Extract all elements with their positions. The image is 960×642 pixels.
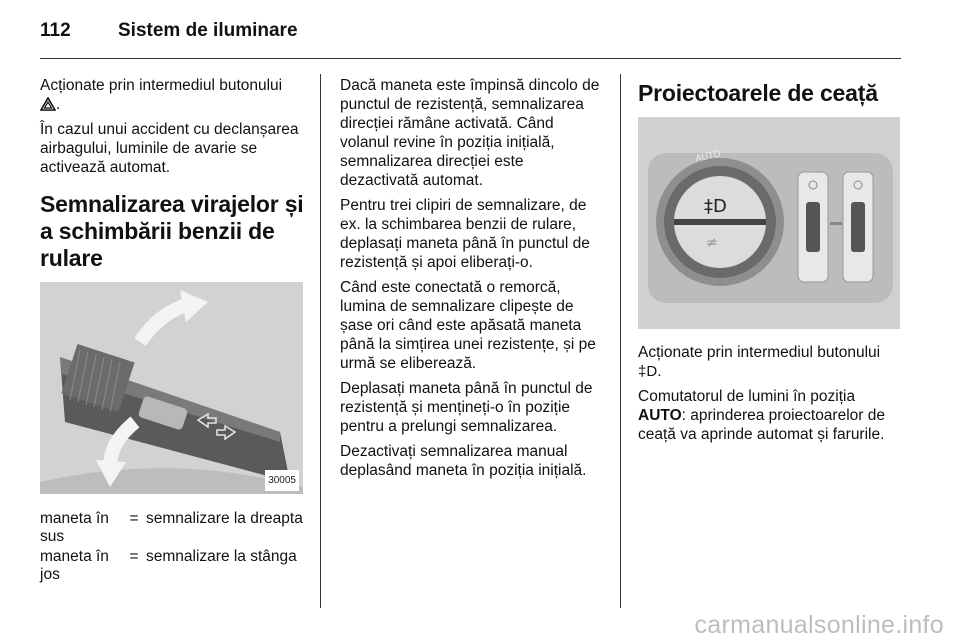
hazard-warning-icon <box>40 97 56 111</box>
turn-signal-lever-figure <box>40 282 303 494</box>
paragraph: Dezactivați semnalizarea manual deplasând maneta în poziția inițială. <box>340 443 587 479</box>
column-divider-1 <box>320 74 321 608</box>
turn-signal-heading: Semnalizarea virajelor și a schimbării benzii de rulare <box>40 191 304 271</box>
column-divider-2 <box>620 74 621 608</box>
fog-lights-heading: Proiectoarele de ceață <box>638 80 878 106</box>
definition-row: maneta în sus = semnalizare la dreapta <box>40 510 303 545</box>
airbag-paragraph: În cazul unui accident cu declanșarea airbagului, luminile de avarie se activează automat. <box>40 121 299 176</box>
column-2 <box>340 76 606 486</box>
paragraph: Pentru trei clipiri de semnalizare, de ex. la schimbarea benzii de rulare, deplasați maneta până în punctul de rezistență și apoi eliberați-o. <box>340 197 590 271</box>
fog-light-icon: ‡D <box>704 196 727 217</box>
paragraph: Dacă maneta este împinsă dincolo de punctul de rezistență, semnalizarea direcției rămâne activată. Când volanul revine în poziția inițială, semnalizarea direcției este dezactivată automat. <box>340 77 600 189</box>
fog-button-paragraph: Acționate prin intermediul butonului ‡D. <box>638 344 881 380</box>
page-title: Sistem de iluminare <box>118 20 298 41</box>
svg-text:≠: ≠ <box>706 235 718 251</box>
auto-keyword: AUTO <box>638 407 682 424</box>
definition-row: maneta în jos = semnalizare la stânga <box>40 548 297 583</box>
header-rule <box>40 58 901 59</box>
auto-paragraph: Comutatorul de lumini în poziția AUTO: aprinderea proiectoarelor de ceață va aprinde automat și farurile. <box>638 388 885 443</box>
lever-definitions <box>40 510 303 584</box>
page-header <box>40 18 900 58</box>
paragraph: Când este conectată o remorcă, lumina de semnalizare clipește de șase ori când este apăsată maneta până la simțirea unei rezistențe, și pe urmă se eliberează. <box>340 279 596 372</box>
light-switch-figure <box>638 117 900 329</box>
figure-number: 30005 <box>265 470 299 491</box>
watermark: carmanualsonline.info <box>694 611 944 639</box>
turn-signal-lever-illustration <box>40 282 303 494</box>
auto-label: AUTO <box>694 149 722 165</box>
page-number: 112 <box>40 20 71 41</box>
light-switch-illustration <box>638 117 900 329</box>
hazard-paragraph: Acționate prin intermediul butonului . <box>40 77 283 113</box>
column-1 <box>40 76 306 584</box>
column-3 <box>638 76 902 450</box>
paragraph: Deplasați maneta până în punctul de rezistență și mențineți-o în poziție pentru a prelungi semnalizarea. <box>340 380 593 435</box>
fog-light-symbol: ‡D <box>638 363 658 380</box>
